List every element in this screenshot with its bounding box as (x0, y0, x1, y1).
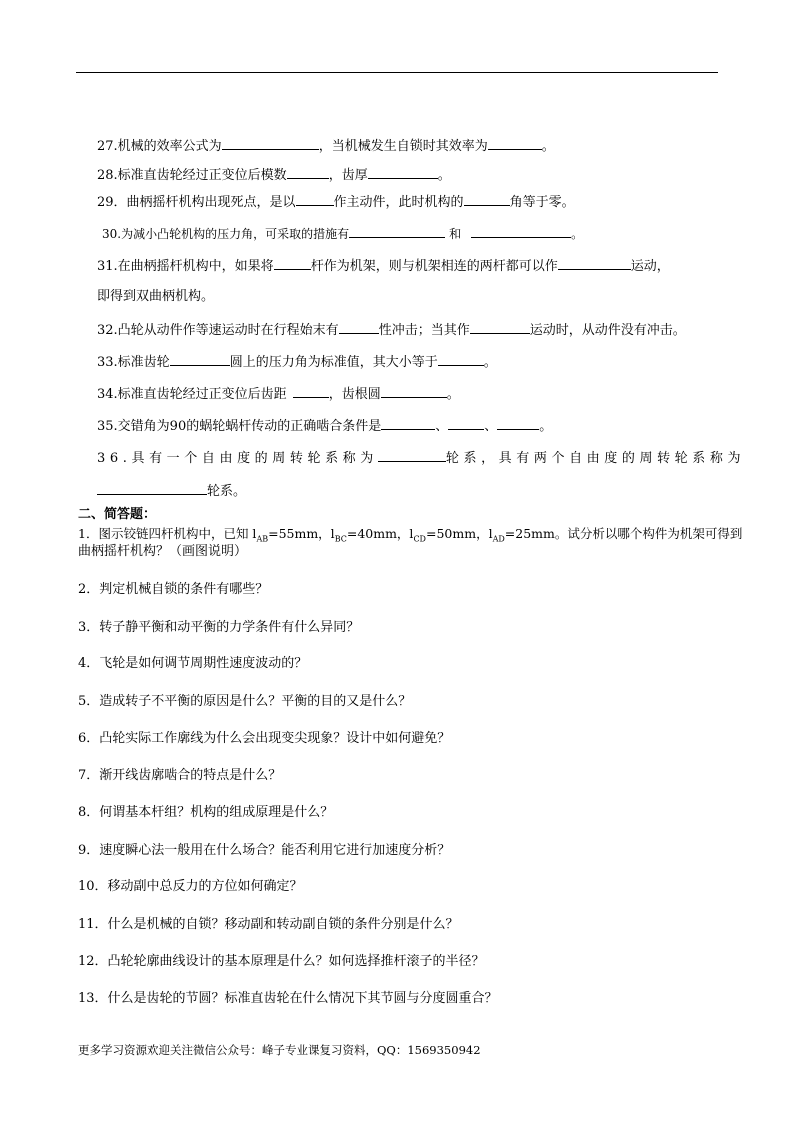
question-27 (97, 137, 555, 155)
sq1-text-2: =55mm，l (268, 526, 335, 541)
question-34 (97, 385, 460, 403)
q28-text-2: ，齿厚 (328, 168, 368, 183)
question-29 (97, 193, 575, 211)
q35-text-1: 35.交错角为90的蜗轮蜗杆传动的正确啮合条件是 (97, 419, 382, 434)
q34-blank-2[interactable] (381, 385, 447, 398)
q34-text-3: 。 (446, 387, 460, 402)
q36-blank-1[interactable] (378, 449, 446, 462)
q27-text-3: 。 (541, 139, 555, 154)
q29-text-1: 29．曲柄摇杆机构出现死点，是以 (97, 195, 296, 210)
question-30 (102, 225, 583, 242)
q31-blank-2[interactable] (558, 257, 631, 270)
q32-blank-2[interactable] (470, 321, 530, 334)
q29-text-3: 角等于零。 (509, 195, 575, 210)
q36-text-1: 36.具有一个自由度的周转轮系称为 (97, 451, 378, 466)
sq1-text-3: =40mm，l (346, 526, 414, 541)
q30-blank-1[interactable] (349, 225, 445, 238)
q34-text-1: 34.标准直齿轮经过正变位后齿距 (97, 387, 287, 402)
q35-text-4: 。 (539, 419, 553, 434)
question-31 (97, 257, 670, 275)
question-33 (97, 353, 497, 371)
q35-text-3: 、 (484, 419, 498, 434)
short-question-12: 12．凸轮轮廓曲线设计的基本原理是什么？如何选择推杆滚子的半径？ (78, 954, 485, 969)
q30-text-2: 和 (449, 227, 462, 241)
q29-blank-1[interactable] (296, 193, 334, 206)
question-32 (97, 321, 686, 339)
sq1-sub-2: BC (334, 534, 347, 544)
short-question-11: 11．什么是机械的自锁？移动副和转动副自锁的条件分别是什么？ (78, 917, 459, 932)
short-question-7: 7．渐开线齿廓啮合的特点是什么？ (78, 768, 282, 783)
q35-blank-2[interactable] (448, 417, 484, 430)
header-rule (76, 72, 718, 73)
short-question-5: 5．造成转子不平衡的原因是什么？平衡的目的又是什么？ (78, 694, 412, 709)
short-question-6: 6．凸轮实际工作廓线为什么会出现变尖现象？设计中如何避免？ (78, 731, 451, 746)
q28-text-3: 。 (437, 168, 451, 183)
q29-text-2: 作主动件，此时机构的 (333, 195, 464, 210)
question-36 (97, 449, 745, 467)
q36-blank-2[interactable] (97, 482, 207, 495)
short-question-9: 9．速度瞬心法一般用在什么场合？能否利用它进行加速度分析？ (78, 843, 451, 858)
q33-blank-1[interactable] (170, 353, 230, 366)
sq1-text-1: 1．图示铰链四杆机构中，已知 l (78, 526, 257, 541)
short-question-3: 3．转子静平衡和动平衡的力学条件有什么异同？ (78, 620, 360, 635)
sq1-text-4: =50mm，l (425, 526, 493, 541)
q36-text-2: 轮系，具有两个自由度的周转轮系称为 (445, 451, 746, 466)
q33-text-1: 33.标准齿轮 (97, 355, 170, 370)
q32-text-1: 32.凸轮从动件作等速运动时在行程始末有 (97, 323, 339, 338)
q30-blank-2[interactable] (471, 225, 571, 238)
short-question-13: 13．什么是齿轮的节圆？标准直齿轮在什么情况下其节圆与分度圆重合？ (78, 991, 498, 1006)
q30-text-3: 。 (571, 227, 584, 241)
q32-text-3: 运动时，从动件没有冲击。 (529, 323, 686, 338)
sq1-text-5: =25mm。试分析以哪个构件为机架可得到 (504, 526, 743, 541)
sq1-sub-4: AD (492, 534, 505, 544)
q35-text-2: 、 (435, 419, 449, 434)
q35-blank-1[interactable] (381, 417, 435, 430)
q31-blank-1[interactable] (274, 257, 311, 270)
q34-blank-1[interactable] (293, 385, 329, 398)
question-31-line-2 (97, 289, 214, 305)
short-question-4: 4．飞轮是如何调节周期性速度波动的？ (78, 656, 308, 671)
q28-blank-2[interactable] (368, 166, 438, 179)
q28-text-1: 28.标准直齿轮经过正变位后模数 (97, 168, 287, 183)
sq1-sub-3: CD (413, 534, 426, 544)
q27-blank-2[interactable] (488, 137, 542, 150)
q30-text-1: 30.为减小凸轮机构的压力角，可采取的措施有 (102, 227, 350, 241)
question-28 (97, 166, 451, 184)
question-36-line-2 (97, 482, 246, 500)
q31-text-1: 31.在曲柄摇杆机构中，如果将 (97, 259, 274, 274)
q33-text-2: 圆上的压力角为标准值，其大小等于 (229, 355, 438, 370)
short-question-8: 8．何谓基本杆组？机构的组成原理是什么？ (78, 805, 334, 820)
q28-blank-1[interactable] (287, 166, 329, 179)
short-question-10: 10．移动副中总反力的方位如何确定？ (78, 879, 303, 894)
q27-text-1: 27.机械的效率公式为 (97, 139, 222, 154)
q31-text-4: 即得到双曲柄机构。 (97, 289, 215, 304)
q32-blank-1[interactable] (339, 321, 379, 334)
footer-note: 更多学习资源欢迎关注微信公众号：峰子专业课复习资料，QQ：1569350942 (78, 1043, 481, 1057)
sq1-sub-1: AB (256, 534, 269, 544)
short-question-2: 2．判定机械自锁的条件有哪些？ (78, 582, 269, 597)
q27-text-2: ，当机械发生自锁时其效率为 (318, 139, 488, 154)
q31-text-2: 杆作为机架，则与机架相连的两杆都可以作 (310, 259, 558, 274)
q31-text-3: 运动， (630, 259, 670, 274)
q33-text-3: 。 (483, 355, 497, 370)
q33-blank-2[interactable] (438, 353, 484, 366)
question-35 (97, 417, 552, 435)
q36-text-3: 轮系。 (207, 484, 247, 499)
section-heading: 二、简答题： (78, 507, 157, 522)
q34-text-2: ，齿根圆 (328, 387, 381, 402)
short-question-1-line-2: 曲柄摇杆机构？（画图说明） (78, 544, 248, 559)
q35-blank-3[interactable] (497, 417, 539, 430)
q29-blank-2[interactable] (464, 193, 510, 206)
q32-text-2: 性冲击；当其作 (378, 323, 470, 338)
q27-blank-1[interactable] (222, 137, 319, 150)
